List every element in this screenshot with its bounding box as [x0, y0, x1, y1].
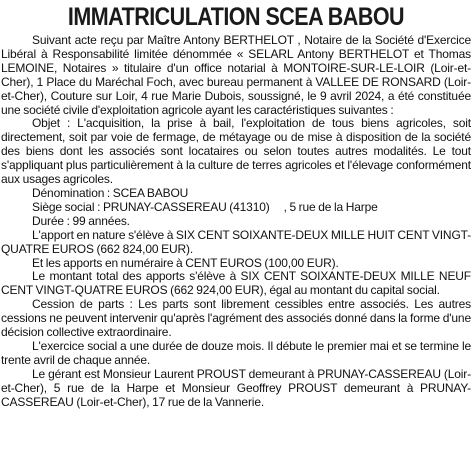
notice-title: IMMATRICULATION SCEA BABOU: [67, 3, 405, 31]
notice-body: [1, 34, 471, 409]
cession-paragraph: Cession de parts : Les parts sont librement cessibles entre associés. Les autres cessions ne peuvent intervenir qu'après l'agrément des associés donné dans la forme d'une décision collective extraordinaire.: [1, 297, 471, 340]
siege-social-line: [1, 201, 471, 215]
apport-nature-paragraph: L'apport en nature s'élève à SIX CENT SOIXANTE-DEUX MILLE HUIT CENT VINGT-QUATRE EUROS (662 824,00 EUR).: [1, 227, 471, 256]
duree-line: Durée : 99 années.: [32, 213, 130, 228]
exercice-paragraph: L'exercice social a une durée de douze mois. Il débute le premier mai et se termine le trente avril de chaque année.: [1, 338, 471, 367]
intro-paragraph: Suivant acte reçu par Maître Antony BERTHELOT , Notaire de la Société d'Exercice Libéral à Responsabilité limitée dénommée « SELARL Antony BERTHELOT et Thomas LEMOINE, Notaires » titulaire d'un office notarial à MONTOIRE-SUR-LE-LOIR (Loir-et-Cher), 1 Place du Maréchal Foch, avec bureau permanent à VALLEE DE RONSARD (Loir-et-Cher), Couture sur Loir, 4 rue Marie Dubois, soussigné, le 9 avril 2024, a été constituée une société civile d'exploitation agricole ayant les caractéristiques suivantes :: [1, 33, 471, 117]
objet-paragraph: Objet : L'acquisition, la prise à bail, l'exploitation de tous biens agricoles, soit directement, soit par voie de fermage, de métayage ou de mise à disposition de la société des biens dont les associés sont locataires ou selon toutes autres modalités. Le tout s'appliquant plus particulièrement à la culture de terres agricoles et l'élevage conformément aux usages agricoles.: [1, 116, 471, 187]
denomination-line: Dénomination : SCEA BABOU: [32, 185, 189, 200]
siege-social-city: Siège social : PRUNAY-CASSEREAU (41310): [32, 199, 270, 214]
gerant-paragraph: Le gérant est Monsieur Laurent PROUST demeurant à PRUNAY-CASSEREAU (Loir-et-Cher), 5 rue de la Harpe et Monsieur Geoffrey PROUST demeurant à PRUNAY-CASSEREAU (Loir-et-Cher), 17 rue de la Vannerie.: [1, 366, 471, 409]
montant-total-paragraph: Le montant total des apports s'élève à SIX CENT SOIXANTE-DEUX MILLE NEUF CENT VINGT-QUATRE EUROS (662 924,00 EUR), égal au montant du capital social.: [1, 269, 471, 298]
siege-social-street: , 5 rue de la Harpe: [283, 199, 378, 214]
apport-numeraire-paragraph: Et les apports en numéraire à CENT EUROS (100,00 EUR).: [32, 255, 339, 270]
